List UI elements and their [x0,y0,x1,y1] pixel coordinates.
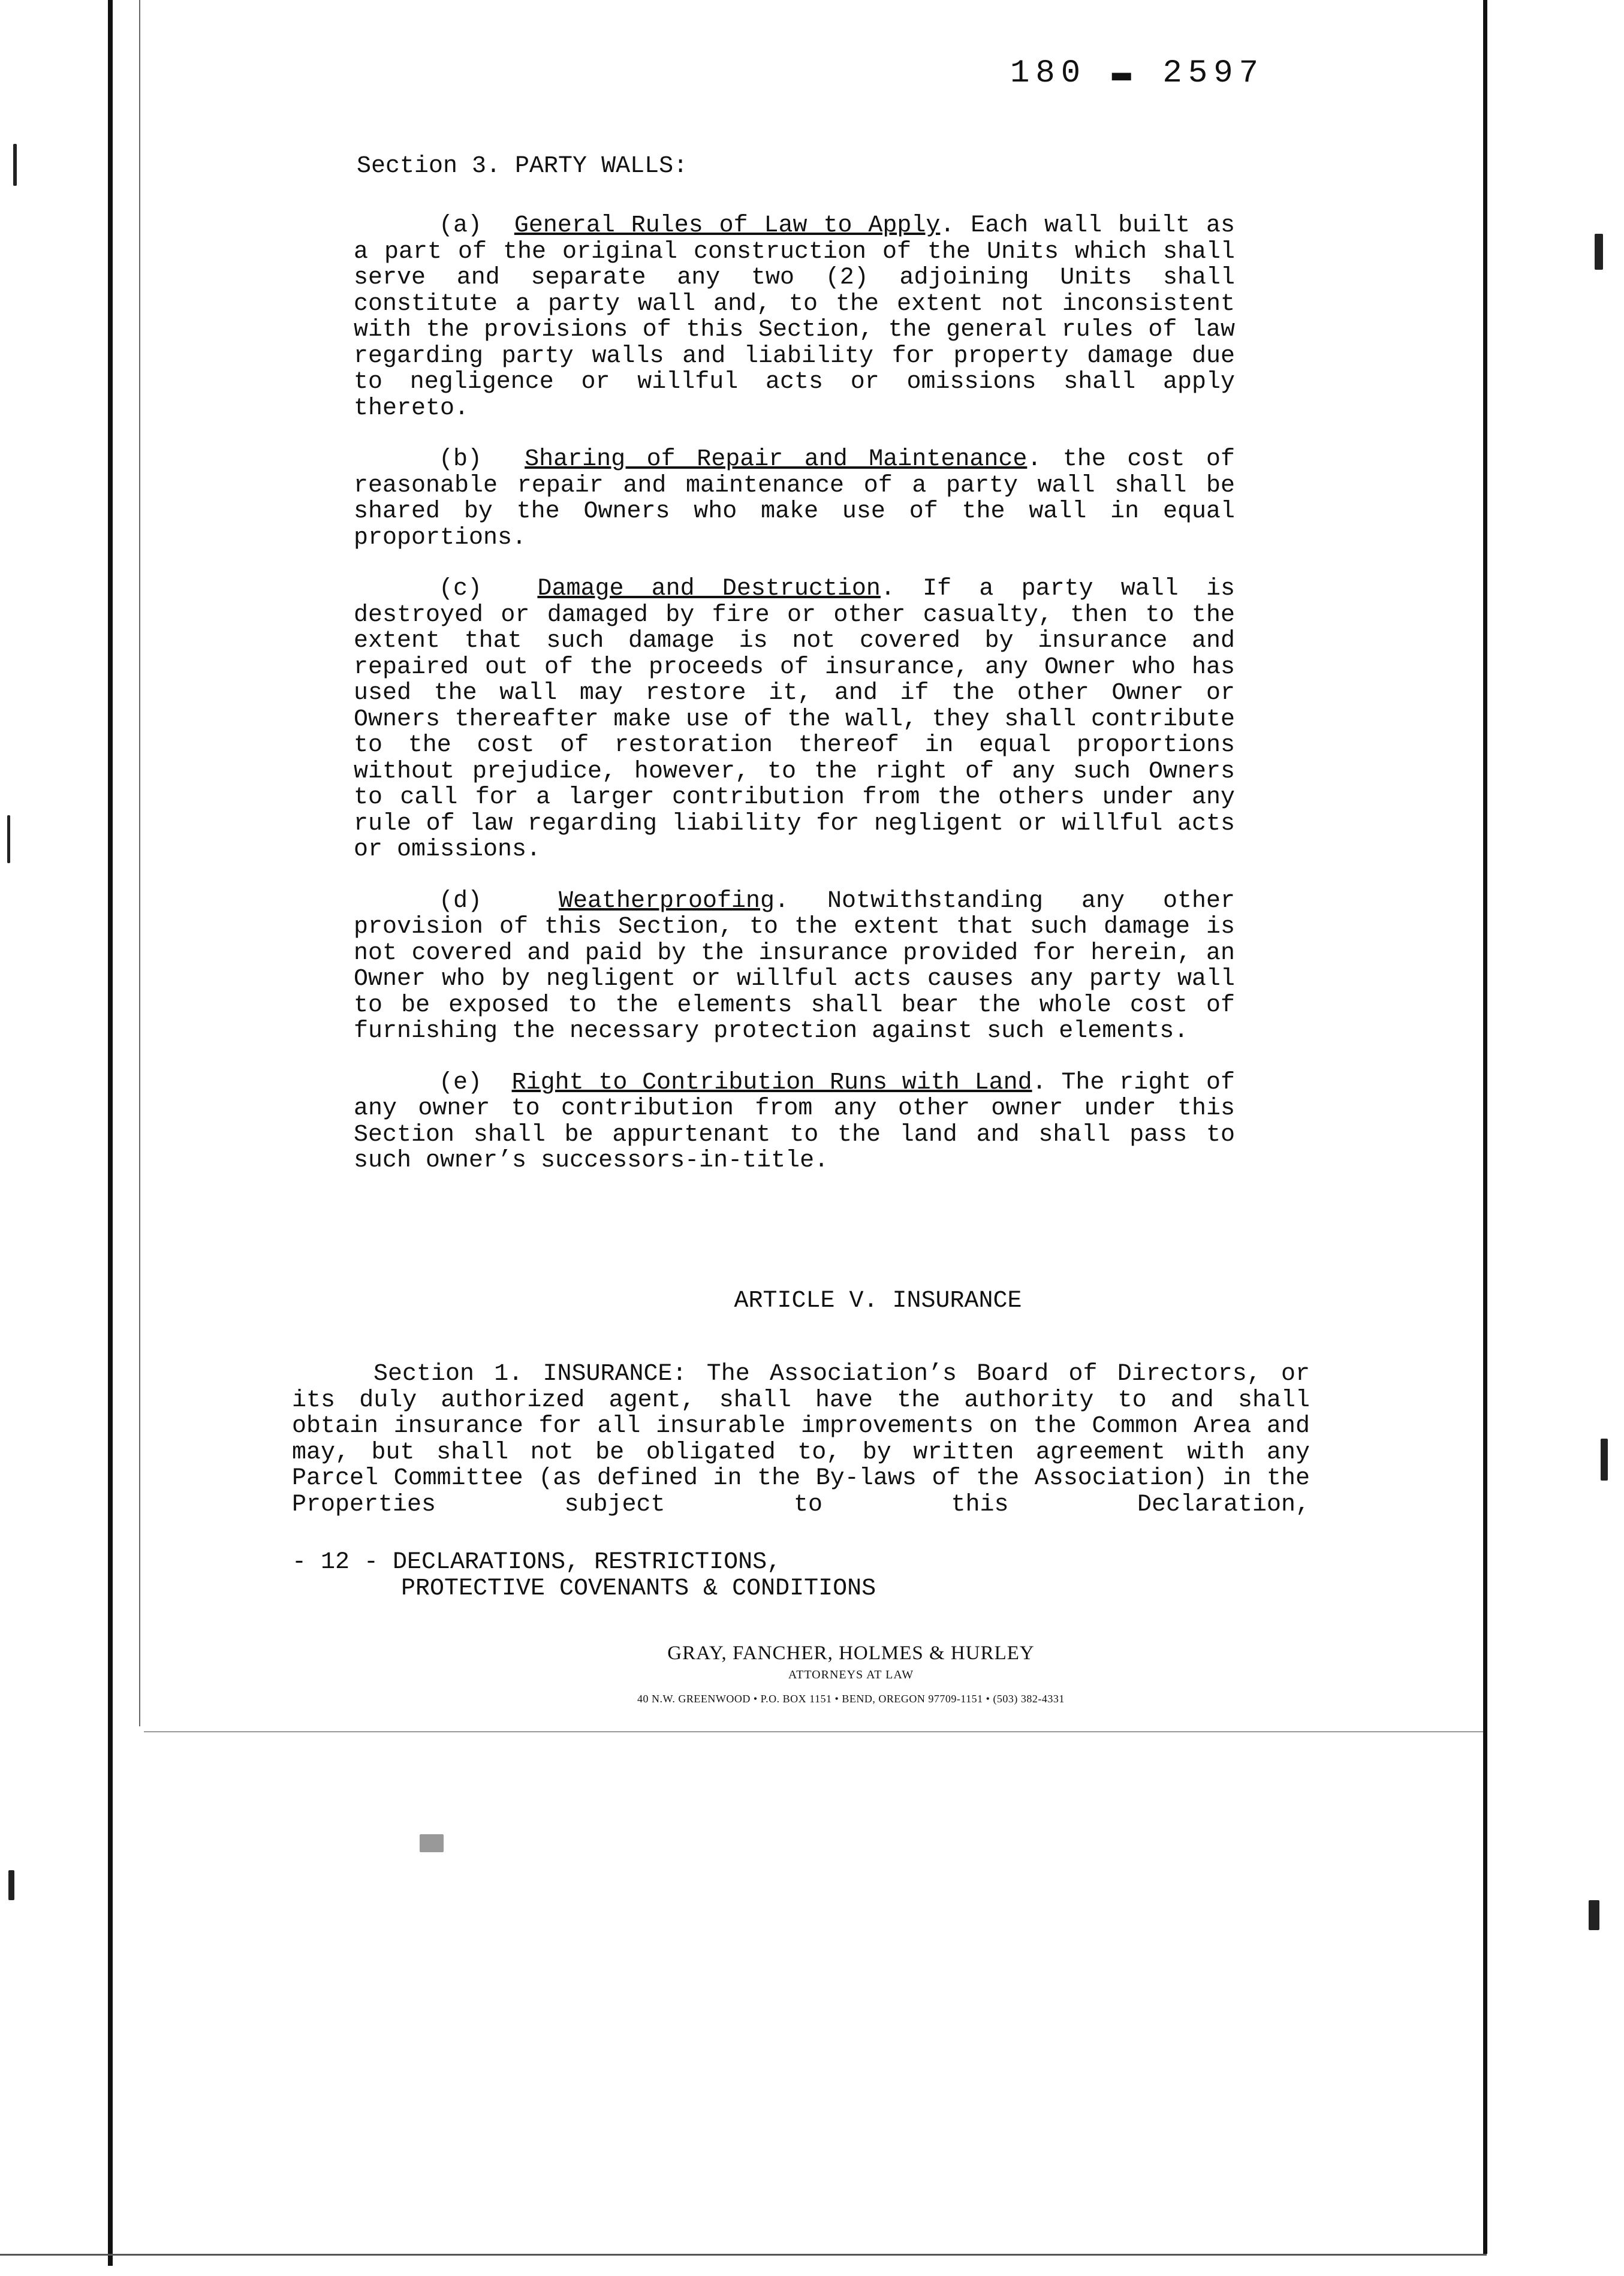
paragraph-d: (d) Weatherproofing. Notwithstanding any other provision of this Section, to the extent that such damage is not covered and paid by the insurance provided for herein, an Owner who by negligent or willful acts causes any party wall to be exposed to the elements shall bear the whole cost of furnishing the necessary protection against such elements. [354,887,1235,1045]
scan-speck [1589,1900,1599,1930]
paragraph-title: Weatherproofing [558,887,775,915]
article-heading: ARTICLE V. INSURANCE [734,1288,1022,1315]
page-footer-line2: PROTECTIVE COVENANTS & CONDITIONS [401,1575,876,1602]
record-number: 180 ▬ 2597 [1010,55,1265,92]
scan-speck [8,1870,14,1900]
law-firm-block [0,1642,1624,1705]
paragraph-title: Damage and Destruction [537,575,881,602]
firm-address: 40 N.W. GREENWOOD • P.O. BOX 1151 • BEND, OREGON 97709-1151 • (503) 382-4331 [637,1693,1065,1705]
left-border-rule [108,0,113,2266]
paragraph-a: (a) General Rules of Law to Apply. Each wall built as a part of the original construction of the Units which shall serve and separate any two (2) adjoining Units shall constitute a party wall and, to the extent not inconsistent with the provisions of this Section, the general rules of law regarding party walls and liability for property damage due to negligence or willful acts or omissions shall apply thereto. [354,212,1236,422]
bottom-scan-edge [0,2254,1487,2256]
section-body [354,213,1235,1174]
paragraph-title: General Rules of Law to Apply [514,212,941,239]
scan-speck [13,144,17,186]
insurance-paragraph: Section 1. INSURANCE: The Association’s Board of Directors, or its duly authorized agent, shall have the authority to and shall obtain insurance for all insurable improvements on the Common Area and may, but shall not be obligated to, by written agreement with any Parcel Committee (as defined in the By-laws of the Association) in the Properties subject to this Declaration, [292,1361,1310,1518]
scan-speck [1595,234,1603,270]
page-footer-line1: - 12 - DECLARATIONS, RESTRICTIONS, [292,1549,782,1576]
paragraph-b: (b) Sharing of Repair and Maintenance. the cost of reasonable repair and maintenance of a party wall shall be shared by the Owners who make use of the wall in equal proportions. [354,446,1235,551]
paragraph-c: (c) Damage and Destruction. If a party wall is destroyed or damaged by fire or other casualty, then to the extent that such damage is not covered by insurance and repaired out of the proceeds of insurance, any Owner who has used the wall may restore it, and if the other Owner or Owners thereafter make use of the wall, they shall contribute to the cost of restoration thereof in equal proportions without prejudice, however, to the right of any such Owners to call for a larger contribution from the others under any rule of law regarding liability for negligent or willful acts or omissions. [354,575,1236,863]
scan-speck [420,1834,444,1852]
bottom-border-rule [144,1731,1483,1732]
paragraph-e: (e) Right to Contribution Runs with Land. The right of any owner to contribution from any other owner under this Section shall be appurtenant to the land and shall pass to such owner’s successors-in-title. [354,1069,1235,1174]
firm-name: GRAY, FANCHER, HOLMES & HURLEY [667,1642,1035,1664]
paragraph-title: Right to Contribution Runs with Land [511,1069,1032,1096]
scan-speck [7,815,10,863]
section-heading: Section 3. PARTY WALLS: [357,153,688,180]
scan-speck [1601,1439,1608,1481]
page-footer [292,1550,876,1602]
paragraph-title: Sharing of Repair and Maintenance [525,446,1028,473]
left-inner-rule [139,0,140,1726]
right-border-rule [1483,0,1487,2254]
firm-role: ATTORNEYS AT LAW [788,1668,914,1681]
